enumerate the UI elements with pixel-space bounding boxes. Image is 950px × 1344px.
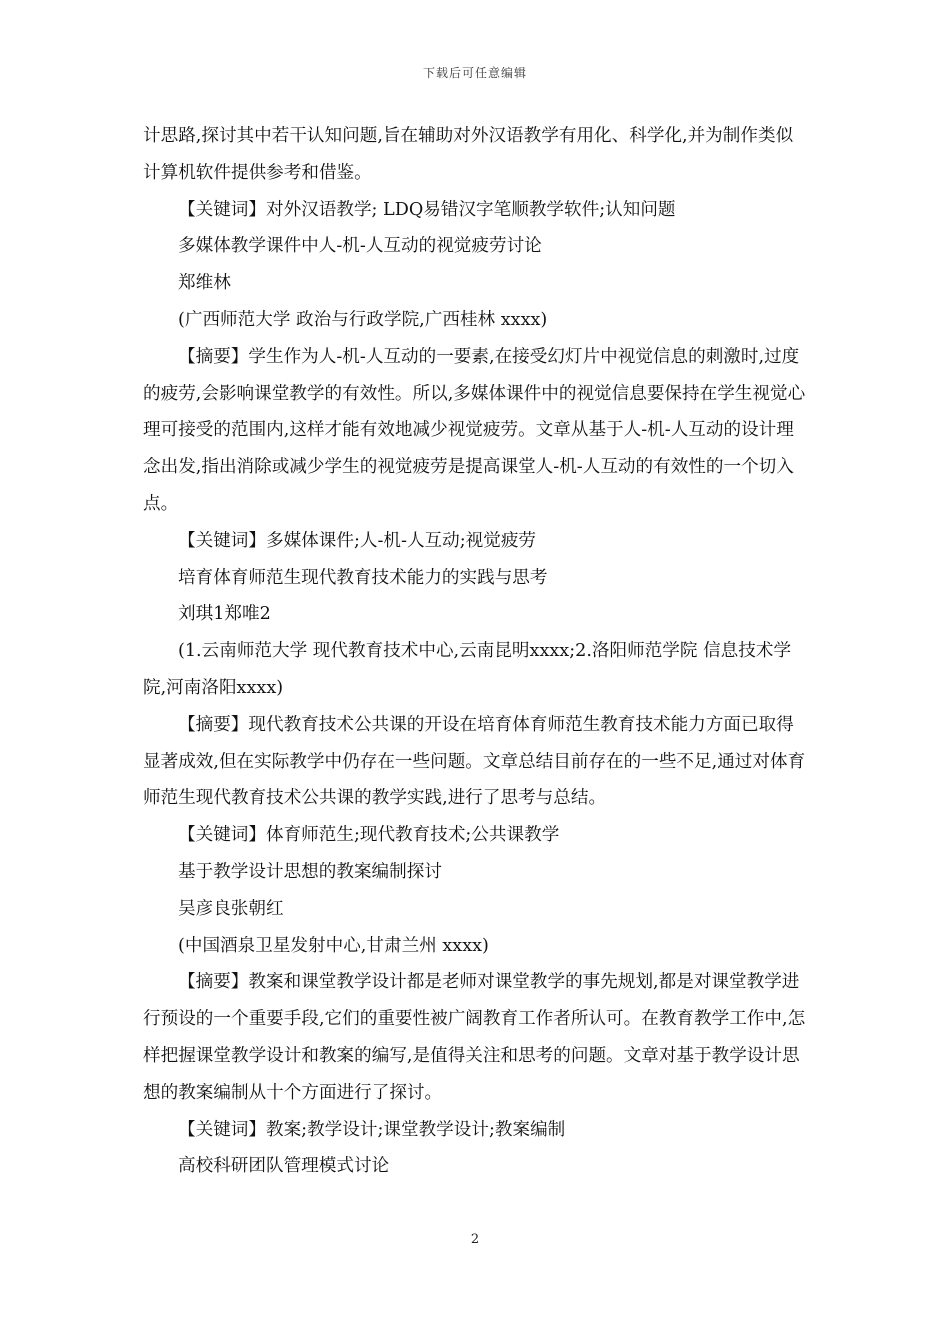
page-header: 下载后可任意编辑 xyxy=(422,66,527,80)
keywords-pe-students: 【关键词】体育师范生;现代教育技术;公共课教学 xyxy=(178,825,560,846)
abstract-visual-fatigue: 【摘要】学生作为人-机-人互动的一要素,在接受幻灯片中视觉信息的刺激时,过度的疲劳,会影响课堂教学的有效性。所以,多媒体课件中的视觉信息要保持在学生视觉心理可接受的范围内,这样才能有效地减少视觉疲劳。文章从基于人-机-人互动的设计理念出发,指出消除或减少学生的视觉疲劳是提高课堂人-机-人互动的有效性的一个切入点。 xyxy=(143,346,806,514)
affiliation-guangxi-normal: (广西师范大学 政治与行政学院,广西桂林 xxxx) xyxy=(178,309,548,330)
authors-wu-zhang: 吴彦良张朝红 xyxy=(178,898,284,919)
abstract-lesson-plans: 【摘要】教案和课堂教学设计都是老师对课堂教学的事先规划,都是对课堂教学进行预设的一个重要手段,它们的重要性被广阔教育工作者所认可。在教育教学工作中,怎样把握课堂教学设计和教案的编写,是值得关注和思考的问题。文章对基于教学设计思想的教案编制从十个方面进行了探讨。 xyxy=(143,972,806,1103)
keywords-lesson-plans: 【关键词】教案;教学设计;课堂教学设计;教案编制 xyxy=(178,1119,566,1140)
keywords-chinese-teaching: 【关键词】对外汉语教学; LDQ易错汉字笔顺教学软件;认知问题 xyxy=(178,199,676,220)
paragraph-design-ideas-continued: 计思路,探讨其中若干认知问题,旨在辅助对外汉语教学有用化、科学化,并为制作类似计算机软件提供参考和借鉴。 xyxy=(143,126,794,183)
article-title-pe-students: 培育体育师范生现代教育技术能力的实践与思考 xyxy=(178,567,548,588)
document-body xyxy=(143,118,807,1185)
author-zheng-weilin: 郑维林 xyxy=(178,273,231,294)
affiliation-jiuquan: (中国酒泉卫星发射中心,甘肃兰州 xxxx) xyxy=(178,935,489,956)
article-title-visual-fatigue: 多媒体教学课件中人-机-人互动的视觉疲劳讨论 xyxy=(178,236,542,257)
page-number: 2 xyxy=(470,1232,480,1247)
article-title-lesson-plans: 基于教学设计思想的教案编制探讨 xyxy=(178,861,442,882)
keywords-multimedia: 【关键词】多媒体课件;人-机-人互动;视觉疲劳 xyxy=(178,530,537,551)
article-title-research-teams: 高校科研团队管理模式讨论 xyxy=(178,1156,390,1177)
abstract-pe-students: 【摘要】现代教育技术公共课的开设在培育体育师范生教育技术能力方面已取得显著成效,但在实际教学中仍存在一些问题。文章总结目前存在的一些不足,通过对体育师范生现代教育技术公共课的教学实践,进行了思考与总结。 xyxy=(143,714,806,809)
affiliation-yunnan-luoyang: (1.云南师范大学 现代教育技术中心,云南昆明xxxx;2.洛阳师范学院 信息技术学院,河南洛阳xxxx) xyxy=(143,641,792,698)
authors-liu-zheng: 刘琪1郑唯2 xyxy=(178,604,271,625)
